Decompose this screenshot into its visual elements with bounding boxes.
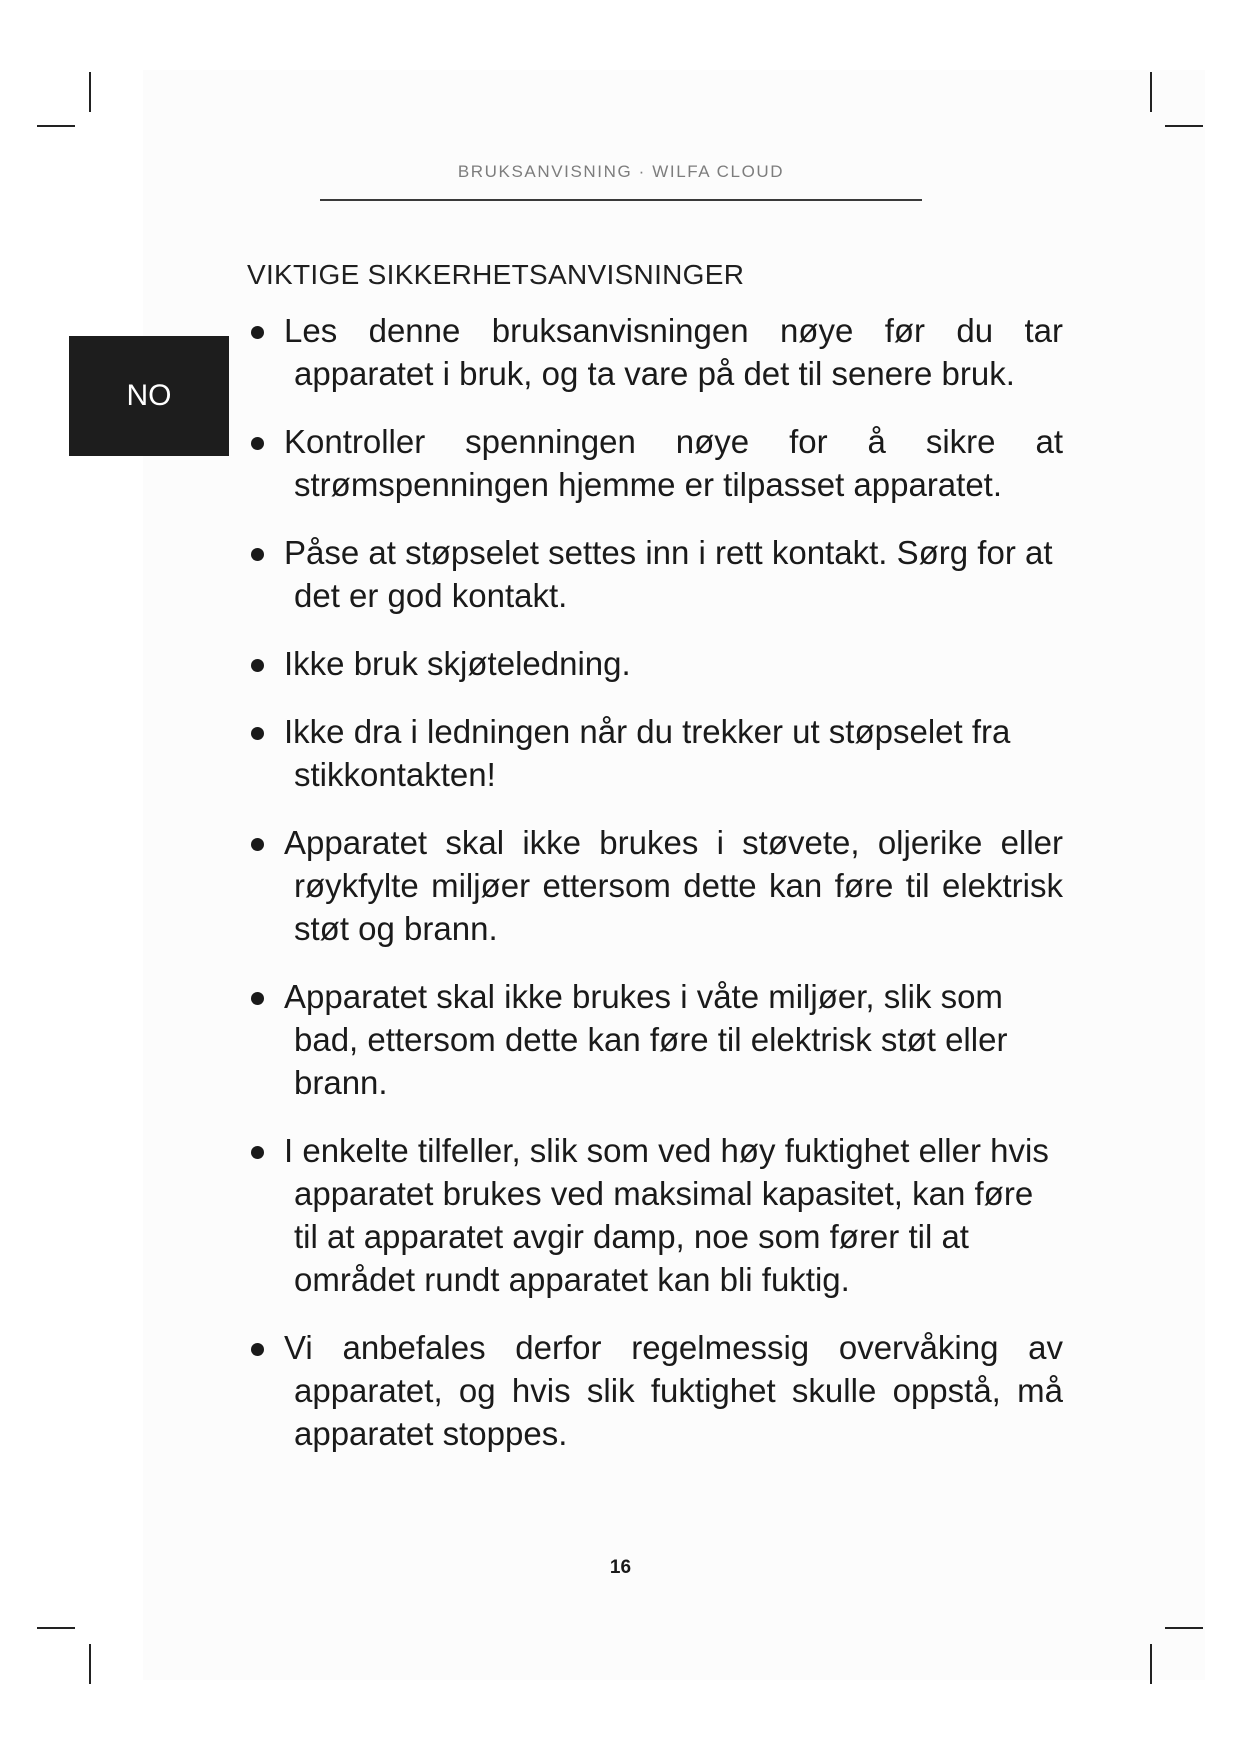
section-title: VIKTIGE SIKKERHETSANVISNINGER: [247, 259, 745, 290]
list-item-text: Kontroller spenningen nøye for å sikre at strømspenningen hjemme er tilpasset apparatet.: [284, 423, 1063, 503]
safety-instructions-list: [248, 309, 1063, 1480]
list-item: [248, 1129, 1063, 1301]
bullet-icon: [251, 727, 264, 740]
list-item: [248, 531, 1063, 617]
language-tab-label: NO: [126, 379, 172, 412]
list-item: [248, 309, 1063, 395]
bullet-icon: [251, 326, 264, 339]
bullet-icon: [251, 437, 264, 450]
crop-mark: [1165, 125, 1203, 127]
list-item-text: Apparatet skal ikke brukes i støvete, oljerike eller røykfylte miljøer ettersom dette kan føre til elektrisk støt og brann.: [284, 824, 1063, 947]
crop-mark: [37, 1627, 75, 1629]
bullet-icon: [251, 1146, 264, 1159]
list-item-text: Påse at støpselet settes inn i rett kontakt. Sørg for at det er god kontakt.: [284, 534, 1053, 614]
running-header: BRUKSANVISNING · WILFA CLOUD: [457, 162, 785, 181]
crop-mark: [89, 72, 91, 112]
list-item-text: Les denne bruksanvisningen nøye før du tar apparatet i bruk, og ta vare på det til senere bruk.: [284, 312, 1063, 392]
list-item: [248, 420, 1063, 506]
crop-mark: [1150, 1644, 1152, 1684]
crop-mark: [1150, 72, 1152, 112]
list-item: [248, 642, 1063, 685]
bullet-icon: [251, 992, 264, 1005]
crop-mark: [89, 1644, 91, 1684]
bullet-icon: [251, 838, 264, 851]
header-divider: [320, 199, 922, 201]
bullet-icon: [251, 1343, 264, 1356]
list-item: [248, 975, 1063, 1104]
bullet-icon: [251, 659, 264, 672]
page-number: 16: [609, 1557, 632, 1578]
bullet-icon: [251, 548, 264, 561]
crop-mark: [37, 125, 75, 127]
list-item: [248, 710, 1063, 796]
crop-mark: [1165, 1627, 1203, 1629]
list-item-text: Apparatet skal ikke brukes i våte miljøer, slik som bad, ettersom dette kan føre til elektrisk støt eller brann.: [284, 978, 1008, 1101]
list-item-text: Vi anbefales derfor regelmessig overvåking av apparatet, og hvis slik fuktighet skulle oppstå, må apparatet stoppes.: [284, 1329, 1063, 1452]
language-tab: [69, 336, 229, 456]
list-item-text: Ikke dra i ledningen når du trekker ut støpselet fra stikkontakten!: [284, 713, 1011, 793]
list-item-text: I enkelte tilfeller, slik som ved høy fuktighet eller hvis apparatet brukes ved maksimal kapasitet, kan føre til at apparatet avgir damp, noe som fører til at området rundt apparatet kan bli fuktig.: [284, 1132, 1049, 1298]
list-item: [248, 1326, 1063, 1455]
list-item-text: Ikke bruk skjøteledning.: [284, 645, 631, 682]
list-item: [248, 821, 1063, 950]
